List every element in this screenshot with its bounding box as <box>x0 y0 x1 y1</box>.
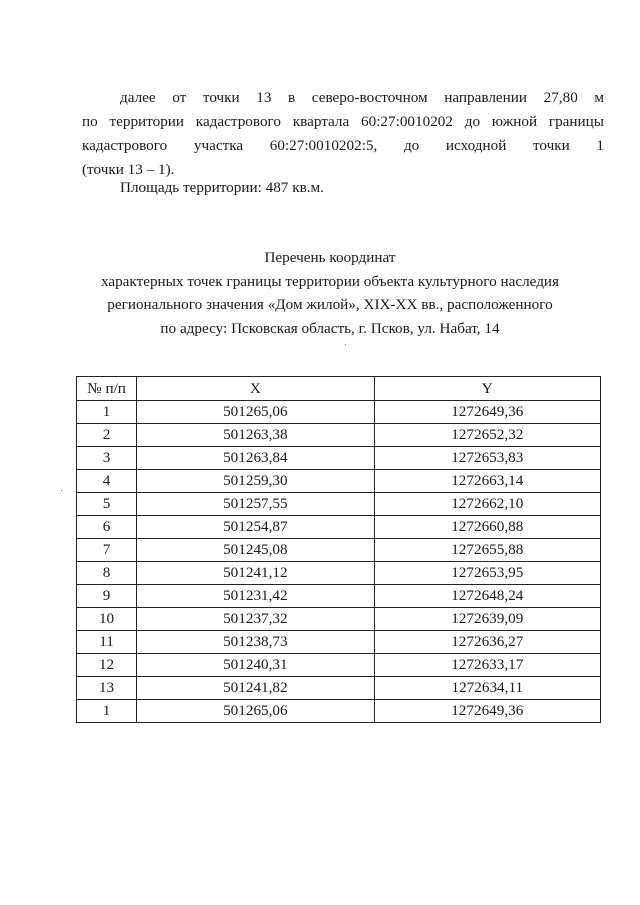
coord-y: 1272636,27 <box>374 631 600 654</box>
coord-x: 501231,42 <box>137 585 374 608</box>
coord-y: 1272653,83 <box>374 447 600 470</box>
coord-x: 501254,87 <box>137 516 374 539</box>
table-row <box>77 631 601 654</box>
table-row <box>77 447 601 470</box>
table-row <box>77 585 601 608</box>
coord-y: 1272663,14 <box>374 470 600 493</box>
heading-line: регионального значения «Дом жилой», XIX-XX вв., расположенного <box>107 296 553 313</box>
heading-line: Перечень координат <box>264 249 396 266</box>
paragraph-line: далее от точки 13 в северо-восточном направлении 27,80 м <box>120 89 604 106</box>
coordinates-table <box>76 376 601 723</box>
point-number: 5 <box>77 493 137 516</box>
table-row <box>77 424 601 447</box>
point-number: 6 <box>77 516 137 539</box>
point-number: 12 <box>77 654 137 677</box>
coord-x: 501263,84 <box>137 447 374 470</box>
table-row <box>77 493 601 516</box>
table-row <box>77 401 601 424</box>
point-number: 2 <box>77 424 137 447</box>
coord-y: 1272652,32 <box>374 424 600 447</box>
coord-x: 501237,32 <box>137 608 374 631</box>
coord-y: 1272660,88 <box>374 516 600 539</box>
table-row <box>77 677 601 700</box>
coord-x: 501263,38 <box>137 424 374 447</box>
coord-x: 501265,06 <box>137 401 374 424</box>
coord-x: 501241,82 <box>137 677 374 700</box>
header-x: X <box>137 377 374 401</box>
coord-x: 501238,73 <box>137 631 374 654</box>
table-row <box>77 562 601 585</box>
paragraph-line: (точки 13 – 1). <box>82 161 175 178</box>
header-number: № п/п <box>77 377 137 401</box>
coord-y: 1272633,17 <box>374 654 600 677</box>
coord-y: 1272649,36 <box>374 700 600 723</box>
coord-y: 1272639,09 <box>374 608 600 631</box>
coord-x: 501240,31 <box>137 654 374 677</box>
boundary-description <box>82 86 604 182</box>
table-row <box>77 539 601 562</box>
scan-speck <box>61 490 62 491</box>
paragraph-line: кадастрового участка 60:27:0010202:5, до исходной точки 1 <box>82 137 604 154</box>
table-row <box>77 700 601 723</box>
coord-x: 501265,06 <box>137 700 374 723</box>
table-row <box>77 516 601 539</box>
coord-x: 501241,12 <box>137 562 374 585</box>
heading-line: характерных точек границы территории объекта культурного наследия <box>100 272 560 290</box>
coord-y: 1272634,11 <box>374 677 600 700</box>
coord-y: 1272653,95 <box>374 562 600 585</box>
point-number: 13 <box>77 677 137 700</box>
point-number: 1 <box>77 401 137 424</box>
point-number: 11 <box>77 631 137 654</box>
heading-line: по адресу: Псковская область, г. Псков, ул. Набат, 14 <box>160 319 500 337</box>
table-row <box>77 608 601 631</box>
coord-y: 1272655,88 <box>374 539 600 562</box>
table-row <box>77 654 601 677</box>
paragraph-line: по территории кадастрового квартала 60:27:0010202 до южной границы <box>82 113 604 130</box>
table-header-row <box>77 377 601 401</box>
point-number: 1 <box>77 700 137 723</box>
point-number: 7 <box>77 539 137 562</box>
point-number: 3 <box>77 447 137 470</box>
point-number: 8 <box>77 562 137 585</box>
header-y: Y <box>374 377 600 401</box>
territory-area: Площадь территории: 487 кв.м. <box>120 179 324 196</box>
coordinates-heading <box>60 246 600 340</box>
coord-x: 501259,30 <box>137 470 374 493</box>
coord-x: 501245,08 <box>137 539 374 562</box>
point-number: 10 <box>77 608 137 631</box>
coord-y: 1272648,24 <box>374 585 600 608</box>
table-row <box>77 470 601 493</box>
coord-y: 1272649,36 <box>374 401 600 424</box>
scan-speck <box>345 344 346 345</box>
coord-x: 501257,55 <box>137 493 374 516</box>
point-number: 9 <box>77 585 137 608</box>
point-number: 4 <box>77 470 137 493</box>
coord-y: 1272662,10 <box>374 493 600 516</box>
